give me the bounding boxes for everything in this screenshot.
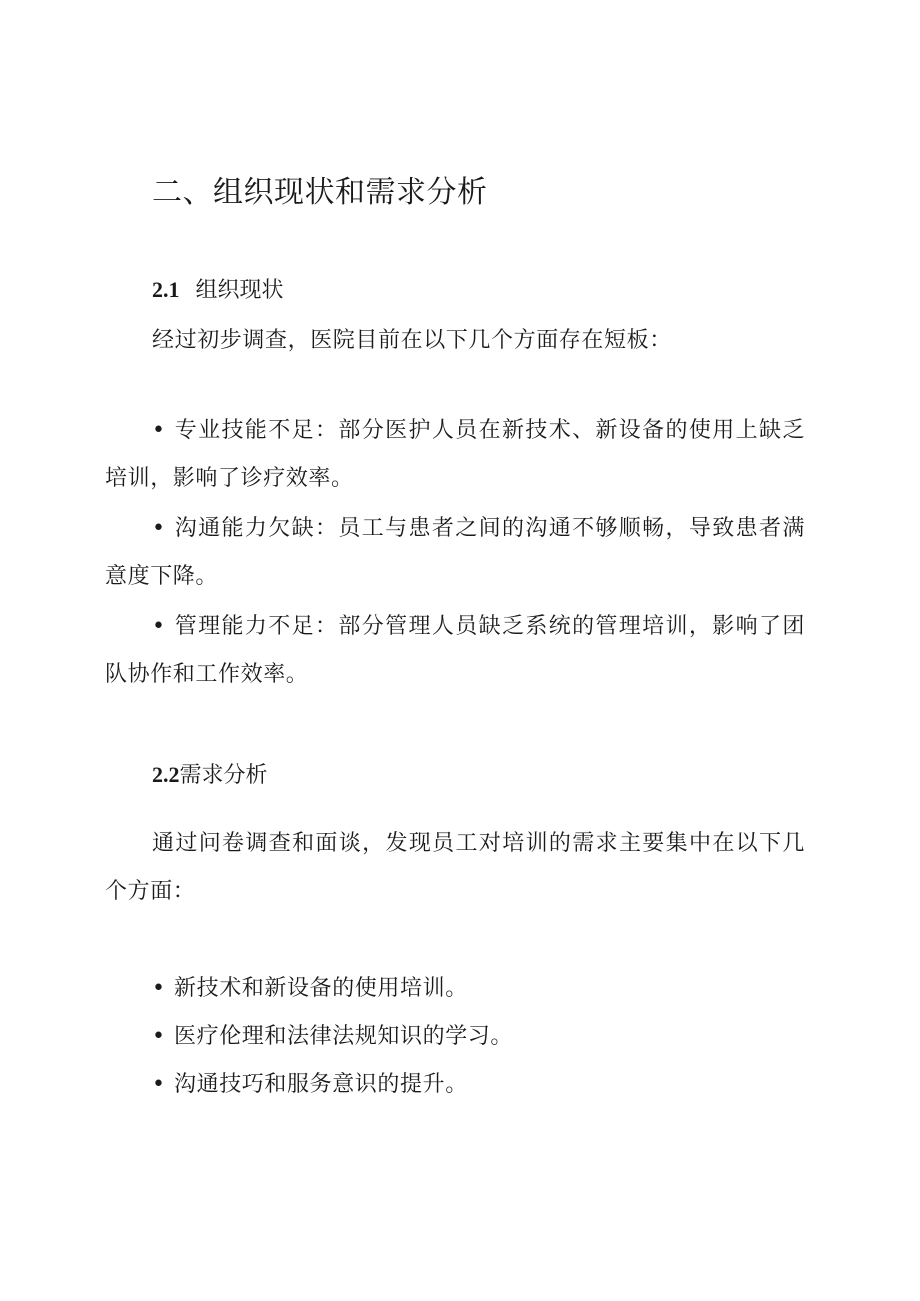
bullet-icon: • xyxy=(152,614,166,639)
list-item xyxy=(105,965,805,1013)
subsection-heading-2-2 xyxy=(152,755,268,796)
bullet-icon: • xyxy=(152,516,166,541)
list-item xyxy=(105,1061,805,1109)
list-item xyxy=(105,407,805,503)
list-item xyxy=(105,603,805,699)
list-item-text: 新技术和新设备的使用培训。 xyxy=(174,976,468,1001)
bullet-icon: • xyxy=(152,1024,166,1049)
subsection-title: 需求分析 xyxy=(179,763,268,788)
bullet-icon: • xyxy=(152,976,166,1001)
list-item-text: 专业技能不足：部分医护人员在新技术、新设备的使用上缺乏培训，影响了诊疗效率。 xyxy=(105,418,805,491)
subsection-number: 2.2 xyxy=(152,762,180,787)
bullet-icon: • xyxy=(152,1072,166,1097)
bullet-icon: • xyxy=(152,418,166,443)
list-item-text: 沟通技巧和服务意识的提升。 xyxy=(174,1072,468,1097)
subsection-number: 2.1 xyxy=(152,277,180,302)
subsection-title: 组织现状 xyxy=(195,278,284,303)
paragraph-intro-2-1: 经过初步调查，医院目前在以下几个方面存在短板： xyxy=(152,328,672,353)
list-item-text: 医疗伦理和法律法规知识的学习。 xyxy=(174,1024,514,1049)
list-item xyxy=(105,1013,805,1061)
list-item-text: 管理能力不足：部分管理人员缺乏系统的管理培训，影响了团队协作和工作效率。 xyxy=(105,614,805,687)
list-item-text: 沟通能力欠缺：员工与患者之间的沟通不够顺畅，导致患者满意度下降。 xyxy=(105,516,805,589)
paragraph-intro-2-2: 通过问卷调查和面谈，发现员工对培训的需求主要集中在以下几个方面： xyxy=(105,831,805,904)
list-item xyxy=(105,505,805,601)
subsection-heading-2-1 xyxy=(152,270,284,311)
section-title: 二、组织现状和需求分析 xyxy=(152,175,488,210)
